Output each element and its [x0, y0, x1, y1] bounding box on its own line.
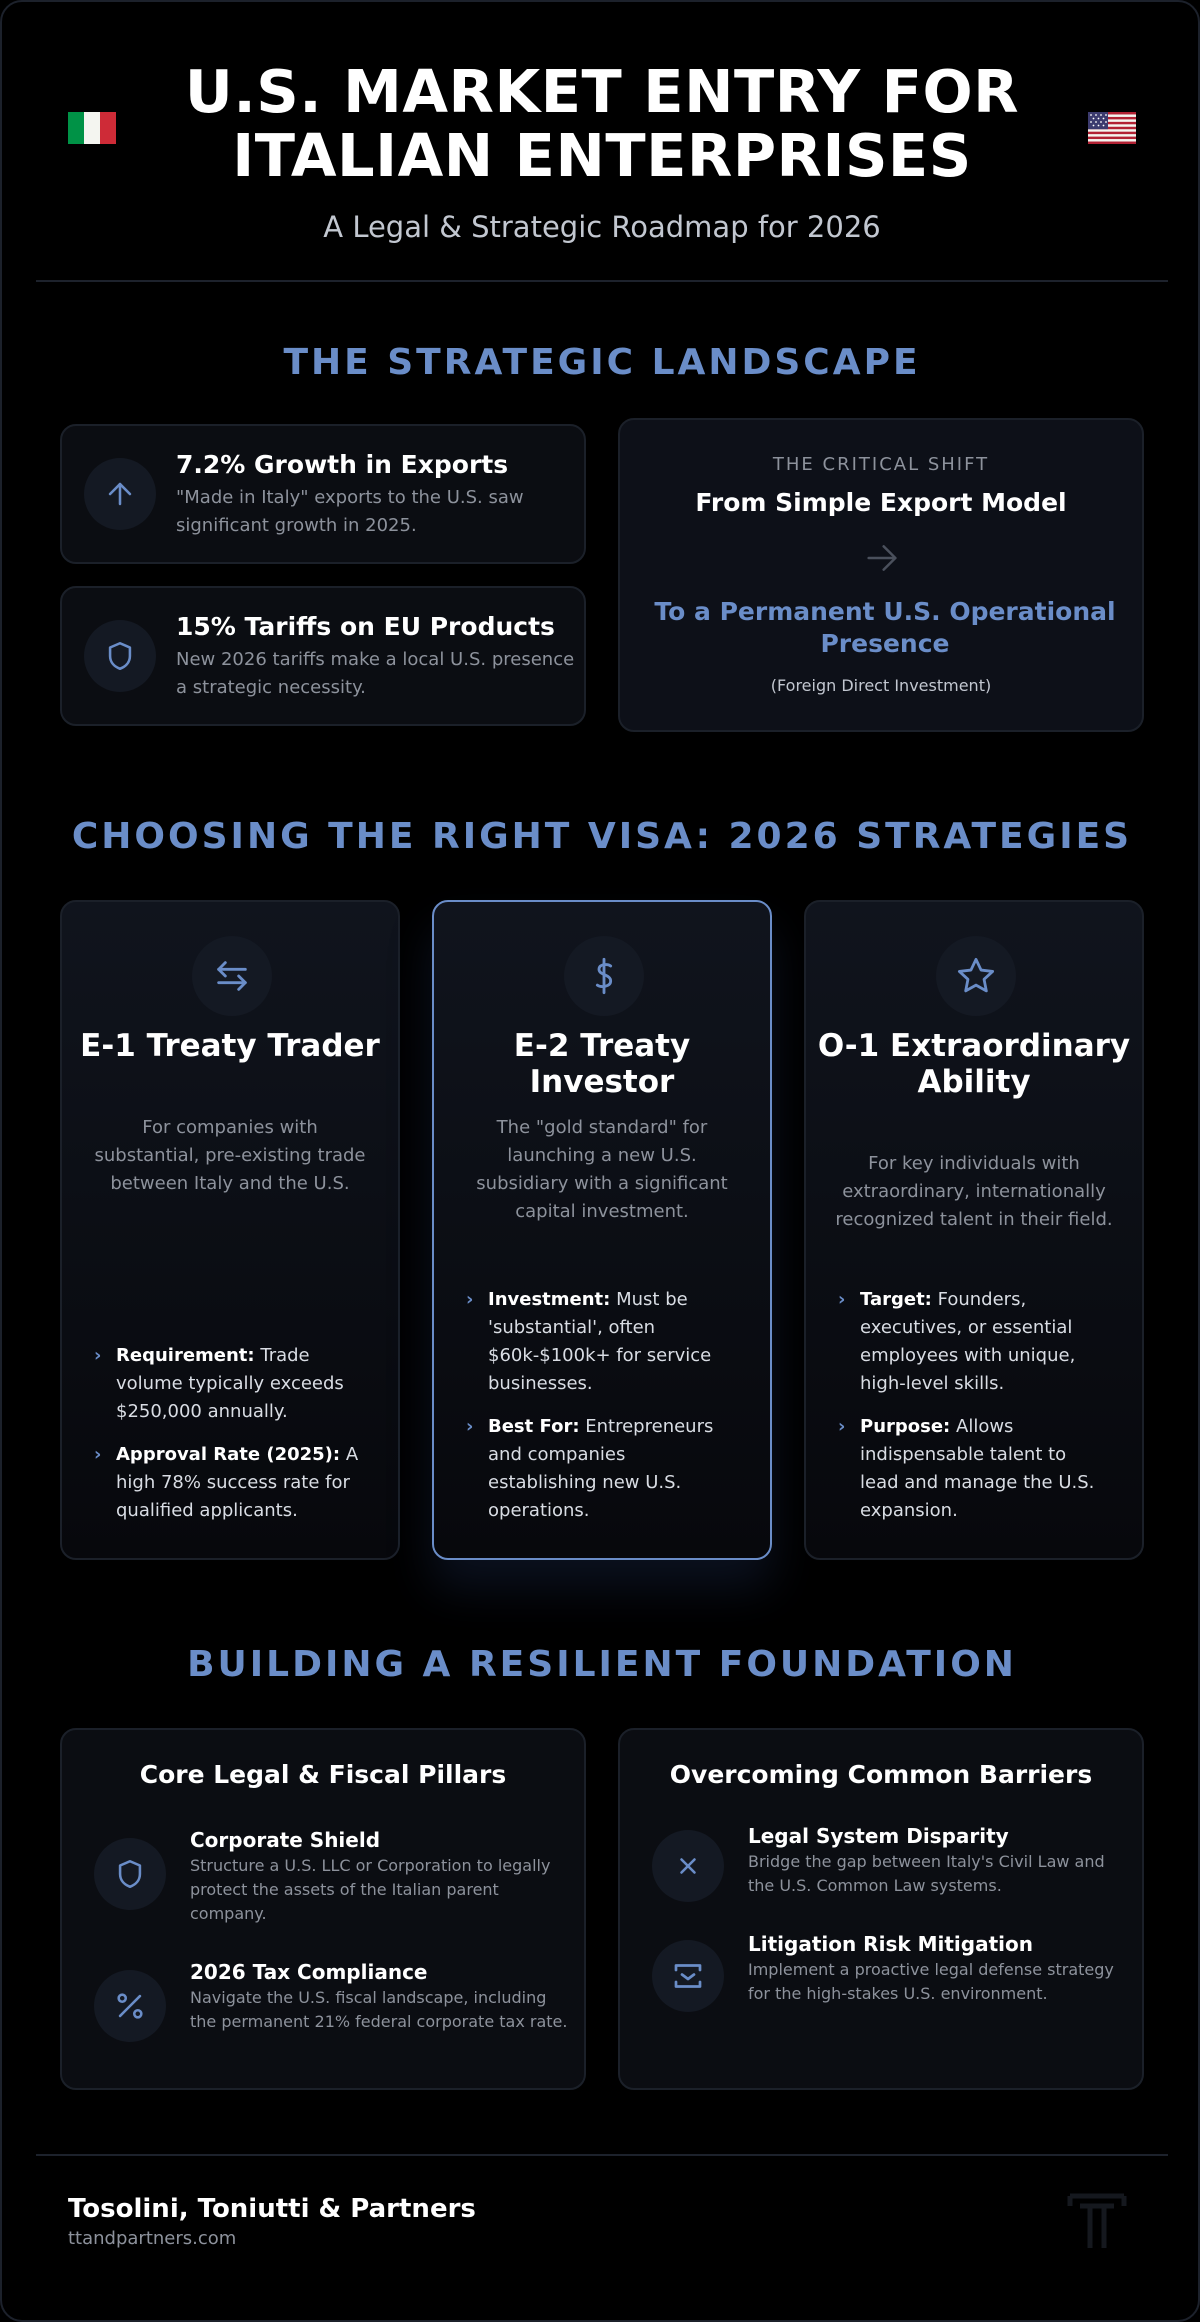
close-icon — [652, 1830, 724, 1902]
visa-description: The "gold standard" for launching a new U.S. subsidiary with a significant capital investment. — [476, 1117, 728, 1222]
percent-icon — [94, 1970, 166, 2042]
section-title-visas: CHOOSING THE RIGHT VISA: 2026 STRATEGIES — [71, 816, 1133, 857]
shield-icon — [94, 1838, 166, 1910]
defense-icon — [652, 1940, 724, 2012]
visa-card-e2 — [432, 900, 772, 1560]
visa-description: For key individuals with extraordinary, internationally recognized talent in their field. — [835, 1153, 1113, 1230]
list-item: › Investment: Must be 'substantial', often $60k-$100k+ for service businesses. — [466, 1289, 712, 1394]
arrow-up-icon — [84, 458, 156, 530]
us-flag-icon — [1088, 112, 1136, 144]
barriers-card — [618, 1728, 1144, 2090]
card-heading: Core Legal & Fiscal Pillars — [139, 1760, 507, 1789]
visa-card-e1 — [60, 900, 400, 1560]
list-item: › Target: Founders, executives, or essential employees with unique, high-level skills. — [838, 1289, 1076, 1394]
firm-website[interactable]: ttandpartners.com — [68, 2228, 237, 2249]
pillar-description: Navigate the U.S. fiscal landscape, including the permanent 21% federal corporate tax rate. — [190, 1988, 568, 2031]
section-title-foundation: BUILDING A RESILIENT FOUNDATION — [187, 1644, 1017, 1685]
firm-name: Tosolini, Toniutti & Partners — [68, 2194, 476, 2224]
barrier-description: Implement a proactive legal defense strategy for the high-stakes U.S. environment. — [748, 1960, 1114, 2003]
visa-bullets — [466, 1286, 738, 1525]
visa-name: E-1 Treaty Trader — [80, 1028, 380, 1064]
list-item: › Requirement: Trade volume typically exceeds $250,000 annually. — [94, 1345, 344, 1422]
divider — [36, 280, 1168, 282]
shield-icon — [84, 620, 156, 692]
stat-card-tariffs — [60, 586, 586, 726]
divider — [36, 2154, 1168, 2156]
page-title: U.S. MARKET ENTRY FOR ITALIAN ENTERPRISES — [184, 57, 1020, 190]
stat-card-exports — [60, 424, 586, 564]
star-icon — [936, 936, 1016, 1016]
pillar-title: 2026 Tax Compliance — [190, 1960, 428, 1984]
stat-title: 15% Tariffs on EU Products — [176, 612, 555, 641]
list-item: › Best For: Entrepreneurs and companies establishing new U.S. operations. — [466, 1416, 714, 1521]
visa-bullets — [838, 1286, 1110, 1525]
dollar-icon — [564, 936, 644, 1016]
list-item: › Approval Rate (2025): A high 78% success rate for qualified applicants. — [94, 1444, 359, 1521]
arrow-right-icon — [862, 538, 902, 578]
visa-card-o1 — [804, 900, 1144, 1560]
page-subtitle: A Legal & Strategic Roadmap for 2026 — [323, 210, 881, 244]
pillars-card — [60, 1728, 586, 2090]
pillar-description: Structure a U.S. LLC or Corporation to legally protect the assets of the Italian parent company. — [190, 1856, 551, 1923]
barrier-title: Litigation Risk Mitigation — [748, 1932, 1033, 1956]
visa-description: For companies with substantial, pre-existing trade between Italy and the U.S. — [94, 1117, 366, 1194]
visa-name: E-2 Treaty Investor — [513, 1028, 691, 1100]
shift-to: To a Permanent U.S. Operational Presence — [654, 597, 1116, 658]
shift-eyebrow: THE CRITICAL SHIFT — [772, 454, 990, 475]
section-title-landscape: THE STRATEGIC LANDSCAPE — [283, 342, 921, 383]
shift-from: From Simple Export Model — [695, 488, 1067, 517]
arrows-exchange-icon — [192, 936, 272, 1016]
shift-note: (Foreign Direct Investment) — [770, 676, 992, 695]
list-item: › Purpose: Allows indispensable talent to lead and manage the U.S. expansion. — [838, 1416, 1095, 1521]
tt-monogram-icon — [1066, 2190, 1128, 2252]
barrier-title: Legal System Disparity — [748, 1824, 1009, 1848]
italy-flag-icon — [68, 112, 116, 144]
stat-title: 7.2% Growth in Exports — [176, 450, 509, 479]
card-heading: Overcoming Common Barriers — [669, 1760, 1093, 1789]
stat-description: "Made in Italy" exports to the U.S. saw significant growth in 2025. — [176, 487, 524, 536]
header — [2, 2, 1200, 280]
barrier-description: Bridge the gap between Italy's Civil Law and the U.S. Common Law systems. — [748, 1852, 1105, 1895]
stat-description: New 2026 tariffs make a local U.S. presence a strategic necessity. — [176, 649, 575, 698]
pillar-title: Corporate Shield — [190, 1828, 381, 1852]
critical-shift-card — [618, 418, 1144, 732]
visa-name: O-1 Extraordinary Ability — [817, 1028, 1131, 1100]
visa-bullets — [94, 1342, 366, 1525]
